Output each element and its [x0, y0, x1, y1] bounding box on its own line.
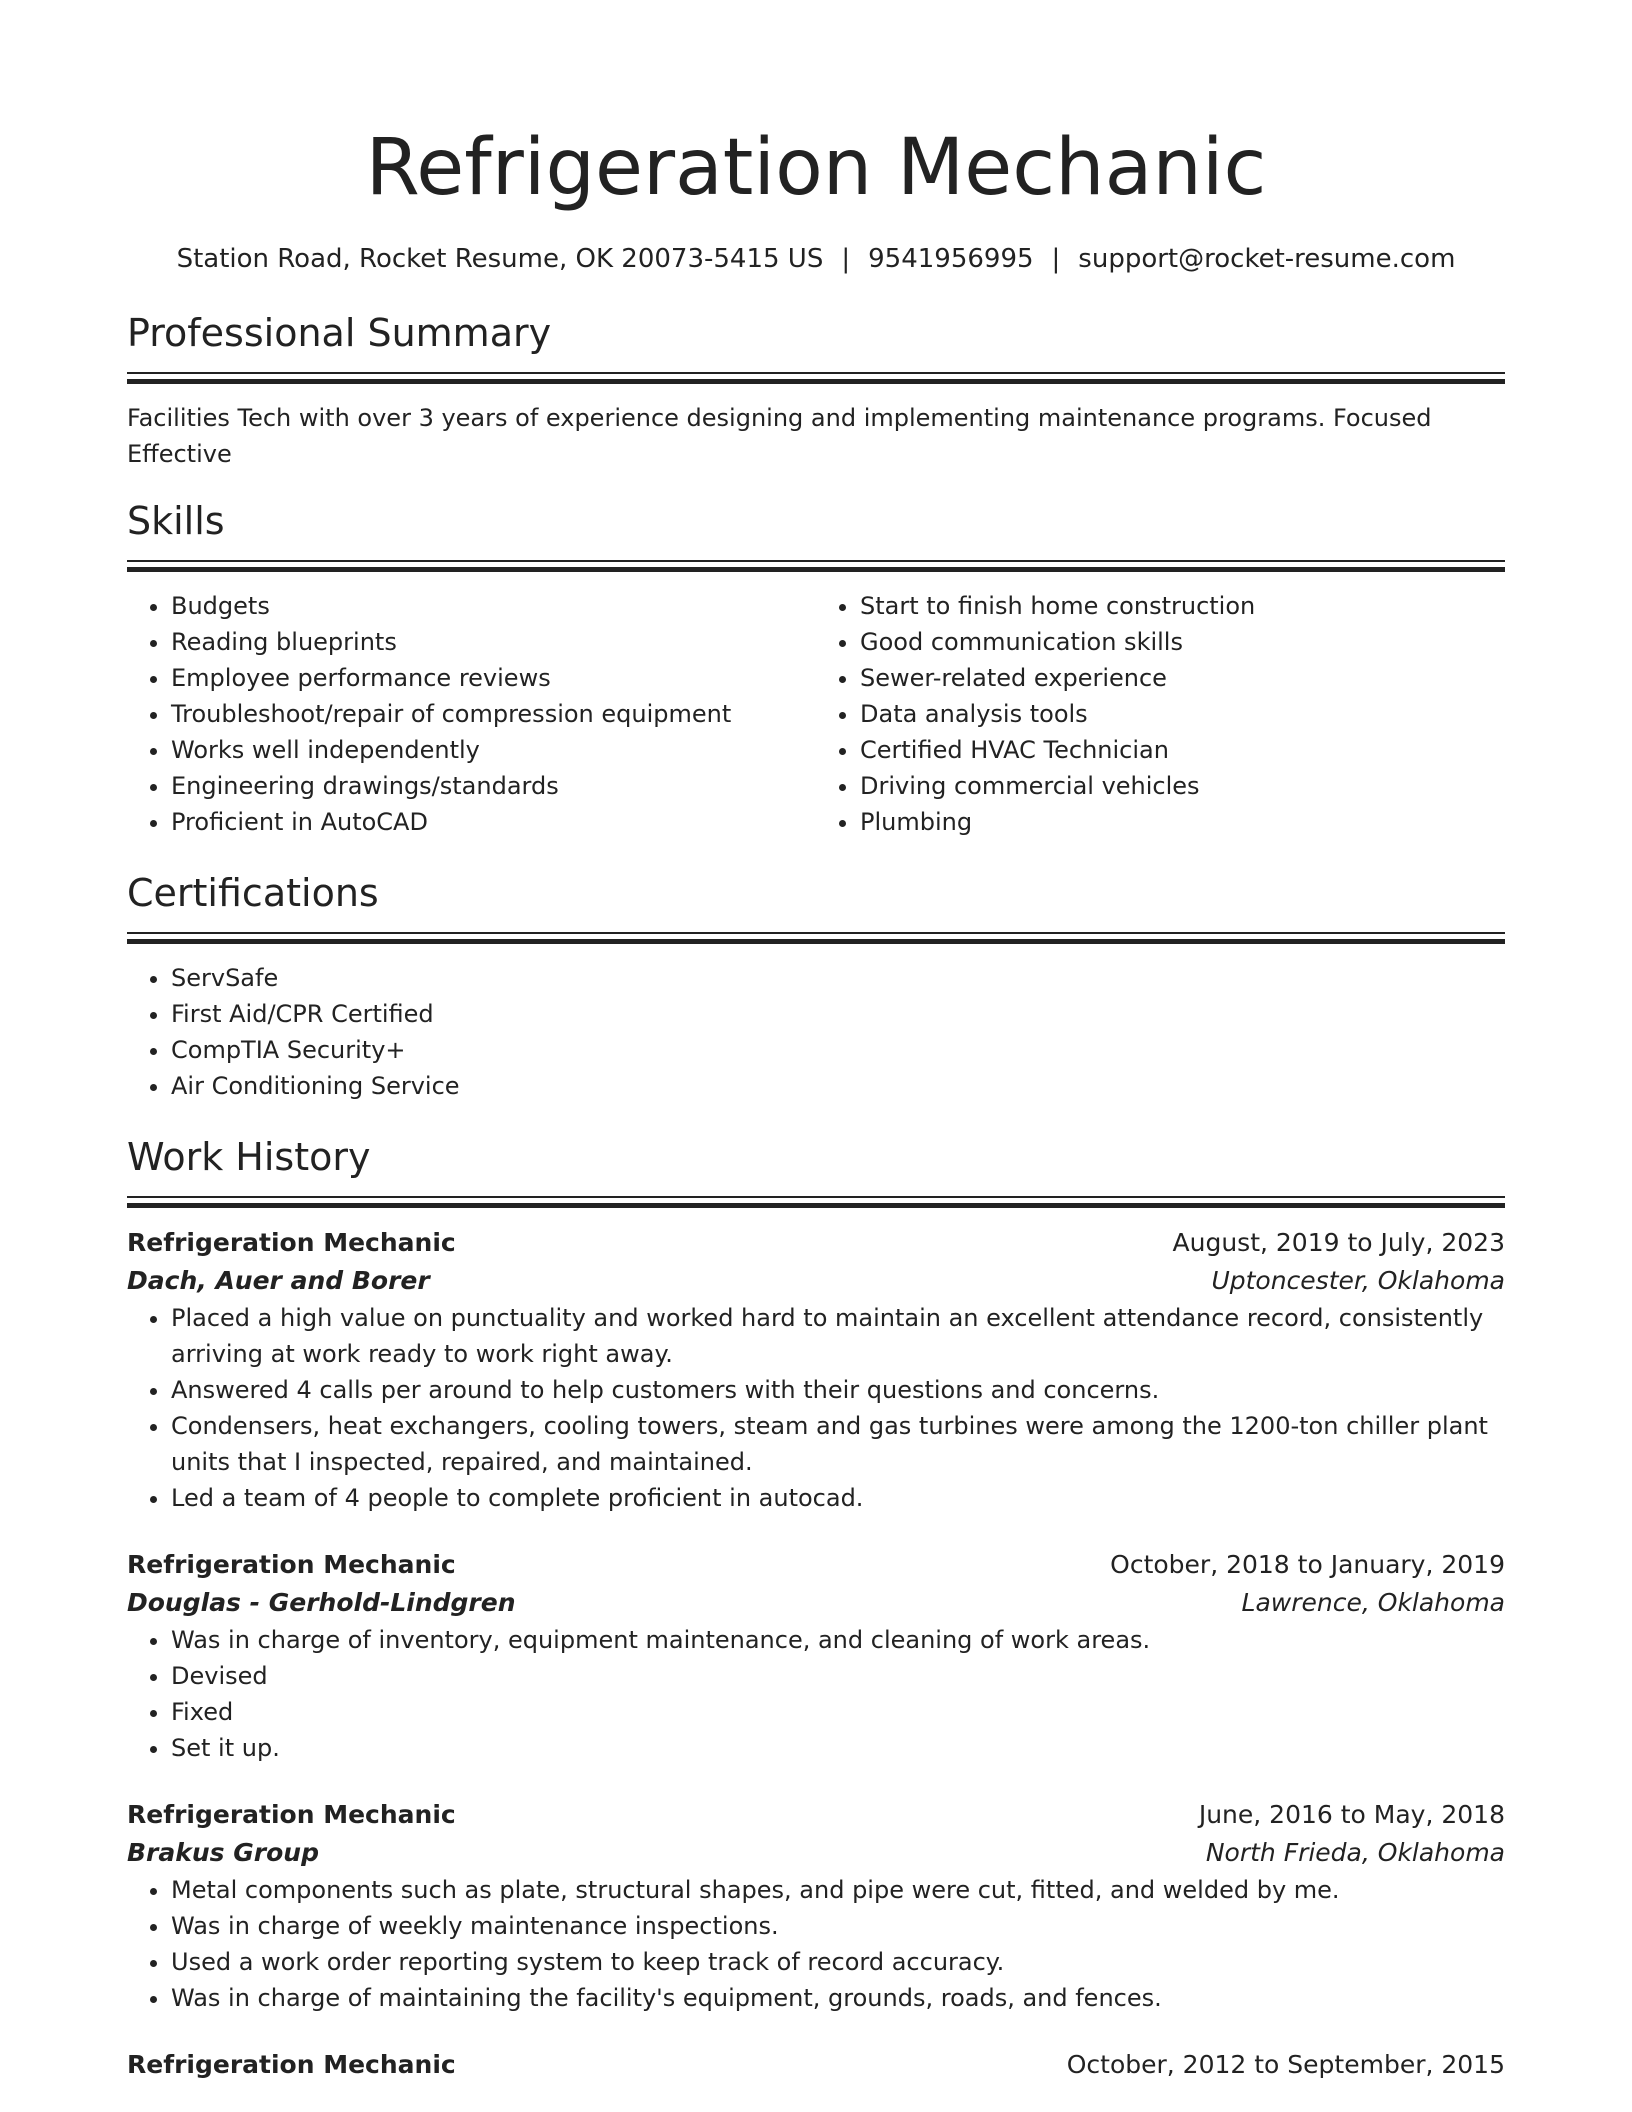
- job-entry: [127, 1546, 1505, 1766]
- section-title-summary: Professional Summary: [127, 311, 552, 355]
- job-subheader-row: [127, 1834, 1505, 1872]
- section-title-skills: Skills: [127, 499, 225, 543]
- job-subheader-row: [127, 1584, 1505, 1622]
- job-bullet: • Condensers, heat exchangers, cooling towers, steam and gas turbines were among the 1200-ton chiller plant units that I inspected, repaired, and maintained.: [171, 1408, 1505, 1480]
- summary-text: Facilities Tech with over 3 years of experience designing and implementing maintenance programs. Focused Effective: [127, 404, 1432, 468]
- job-bullets: [127, 1872, 1505, 2016]
- job-company: Brakus Group: [127, 1838, 319, 1867]
- job-bullet: • Used a work order reporting system to keep track of record accuracy.: [171, 1944, 1505, 1980]
- section-title-certifications: Certifications: [127, 871, 379, 915]
- section-divider: [127, 560, 1505, 572]
- job-bullet: • Was in charge of inventory, equipment maintenance, and cleaning of work areas.: [171, 1622, 1505, 1658]
- skill-item: • Proficient in AutoCAD: [171, 804, 816, 840]
- job-title: Refrigeration Mechanic: [127, 1800, 456, 1829]
- contact-email: support@rocket-resume.com: [1078, 244, 1456, 274]
- certification-item: • ServSafe: [171, 960, 1505, 996]
- summary-section: [127, 308, 1505, 472]
- job-location: Lawrence, Oklahoma: [1241, 1588, 1505, 1617]
- skills-list-left: [127, 588, 816, 840]
- job-company: Dach, Auer and Borer: [127, 1266, 430, 1295]
- work-history-section: [127, 1132, 1505, 2084]
- certification-item: • First Aid/CPR Certified: [171, 996, 1505, 1032]
- job-bullets: [127, 1300, 1505, 1516]
- contact-separator: |: [841, 244, 851, 274]
- job-location: Uptoncester, Oklahoma: [1211, 1266, 1505, 1295]
- job-header-row: [127, 2046, 1505, 2084]
- skill-item: • Budgets: [171, 588, 816, 624]
- job-header-row: [127, 1224, 1505, 1262]
- certification-item: • Air Conditioning Service: [171, 1068, 1505, 1104]
- job-dates: October, 2012 to September, 2015: [1066, 2050, 1505, 2079]
- skill-item: • Reading blueprints: [171, 624, 816, 660]
- job-entry: [127, 1796, 1505, 2016]
- job-header-row: [127, 1796, 1505, 1834]
- job-dates: August, 2019 to July, 2023: [1172, 1228, 1505, 1257]
- job-header-row: [127, 1546, 1505, 1584]
- job-location: North Frieda, Oklahoma: [1205, 1838, 1505, 1867]
- resume-name: Refrigeration Mechanic: [365, 123, 1267, 213]
- certifications-section: [127, 868, 1505, 1104]
- job-title: Refrigeration Mechanic: [127, 1228, 456, 1257]
- job-dates: June, 2016 to May, 2018: [1198, 1800, 1505, 1829]
- job-bullet: • Devised: [171, 1658, 1505, 1694]
- job-entry: [127, 2046, 1505, 2084]
- skills-column-left: [127, 588, 816, 840]
- skills-grid: [127, 588, 1505, 840]
- skill-item: • Sewer-related experience: [860, 660, 1505, 696]
- skills-list-right: [816, 588, 1505, 840]
- skill-item: • Engineering drawings/standards: [171, 768, 816, 804]
- job-bullet: • Placed a high value on punctuality and worked hard to maintain an excellent attendance record, consistently arriving at work ready to work right away.: [171, 1300, 1505, 1372]
- job-bullet: • Metal components such as plate, structural shapes, and pipe were cut, fitted, and welded by me.: [171, 1872, 1505, 1908]
- skill-item: • Works well independently: [171, 732, 816, 768]
- job-bullet: • Was in charge of weekly maintenance inspections.: [171, 1908, 1505, 1944]
- contact-line: [127, 242, 1505, 276]
- certifications-list: [127, 960, 1505, 1104]
- section-divider: [127, 932, 1505, 944]
- skill-item: • Certified HVAC Technician: [860, 732, 1505, 768]
- section-divider: [127, 1196, 1505, 1208]
- job-title: Refrigeration Mechanic: [127, 2050, 456, 2079]
- job-company: Douglas - Gerhold-Lindgren: [127, 1588, 516, 1617]
- job-subheader-row: [127, 1262, 1505, 1300]
- skill-item: • Start to finish home construction: [860, 588, 1505, 624]
- skill-item: • Driving commercial vehicles: [860, 768, 1505, 804]
- skill-item: • Plumbing: [860, 804, 1505, 840]
- skill-item: • Employee performance reviews: [171, 660, 816, 696]
- section-divider: [127, 372, 1505, 384]
- contact-phone: 9541956995: [868, 244, 1034, 274]
- job-bullets: [127, 1622, 1505, 1766]
- contact-separator: |: [1051, 244, 1061, 274]
- certification-item: • CompTIA Security+: [171, 1032, 1505, 1068]
- job-dates: October, 2018 to January, 2019: [1110, 1550, 1505, 1579]
- section-title-work-history: Work History: [127, 1135, 371, 1179]
- skill-item: • Good communication skills: [860, 624, 1505, 660]
- skill-item: • Data analysis tools: [860, 696, 1505, 732]
- skills-section: [127, 496, 1505, 840]
- job-bullet: • Answered 4 calls per around to help customers with their questions and concerns.: [171, 1372, 1505, 1408]
- job-title: Refrigeration Mechanic: [127, 1550, 456, 1579]
- job-bullet: • Set it up.: [171, 1730, 1505, 1766]
- job-bullet: • Fixed: [171, 1694, 1505, 1730]
- skills-column-right: [816, 588, 1505, 840]
- job-bullet: • Was in charge of maintaining the facility's equipment, grounds, roads, and fences.: [171, 1980, 1505, 2016]
- contact-address: Station Road, Rocket Resume, OK 20073-5415 US: [176, 244, 824, 274]
- skill-item: • Troubleshoot/repair of compression equipment: [171, 696, 816, 732]
- job-entry: [127, 1224, 1505, 1516]
- job-bullet: • Led a team of 4 people to complete proficient in autocad.: [171, 1480, 1505, 1516]
